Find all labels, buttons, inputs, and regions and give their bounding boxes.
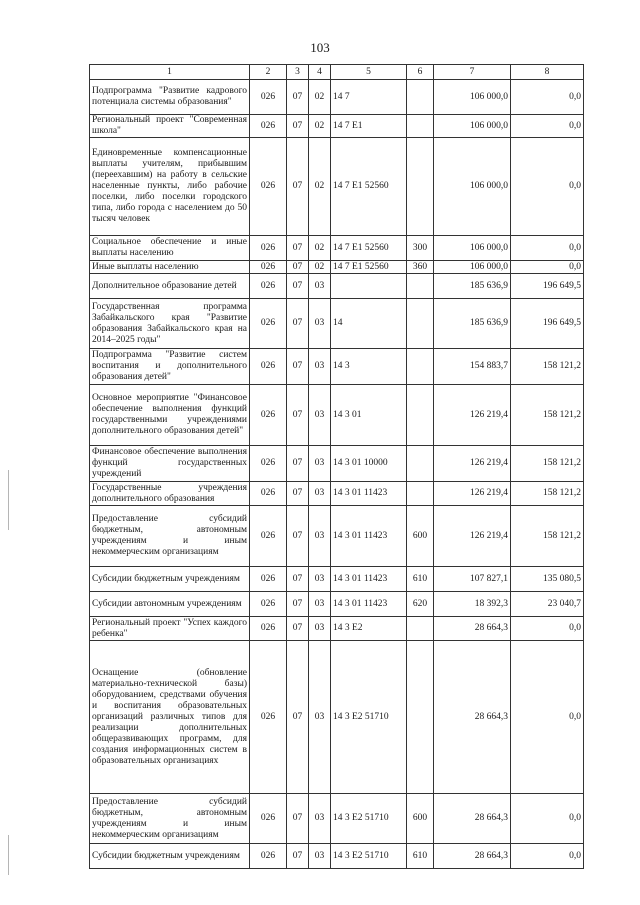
row-subsection-cell: 03 (309, 617, 331, 641)
row-section-cell: 07 (287, 641, 309, 794)
row-code-cell: 026 (250, 349, 287, 385)
row-name-cell: Финансовое обеспечение выполнения функций государственных учреждений (90, 446, 250, 482)
row-expense-type-cell (407, 641, 434, 794)
row-expense-type-cell (407, 115, 434, 138)
column-header: 6 (407, 65, 434, 80)
row-amount-cell: 106 000,0 (434, 80, 511, 115)
row-amount-cell: 126 219,4 (434, 385, 511, 446)
row-name-cell: Подпрограмма "Развитие кадрового потенциала системы образования" (90, 80, 250, 115)
row-target-article-cell: 14 3 (331, 349, 407, 385)
row-amount-next-cell: 158 121,2 (511, 385, 584, 446)
row-code-cell: 026 (250, 592, 287, 617)
row-amount-next-cell: 158 121,2 (511, 506, 584, 567)
column-header: 5 (331, 65, 407, 80)
row-subsection-cell: 02 (309, 236, 331, 261)
row-name-cell: Субсидии бюджетным учреждениям (90, 844, 250, 869)
row-expense-type-cell: 300 (407, 236, 434, 261)
row-amount-cell: 18 392,3 (434, 592, 511, 617)
row-amount-next-cell: 0,0 (511, 236, 584, 261)
row-amount-cell: 154 883,7 (434, 349, 511, 385)
row-target-article-cell: 14 3 01 10000 (331, 446, 407, 482)
row-subsection-cell: 03 (309, 274, 331, 299)
row-name-cell: Социальное обеспечение и иные выплаты населению (90, 236, 250, 261)
row-name-cell: Дополнительное образование детей (90, 274, 250, 299)
row-code-cell: 026 (250, 274, 287, 299)
row-amount-next-cell: 0,0 (511, 80, 584, 115)
row-subsection-cell: 02 (309, 138, 331, 236)
row-section-cell: 07 (287, 349, 309, 385)
row-expense-type-cell: 620 (407, 592, 434, 617)
row-target-article-cell: 14 (331, 299, 407, 349)
row-target-article-cell: 14 3 E2 51710 (331, 794, 407, 844)
row-section-cell: 07 (287, 274, 309, 299)
row-amount-cell: 126 219,4 (434, 482, 511, 506)
scan-edge-mark (8, 470, 17, 530)
row-amount-next-cell: 158 121,2 (511, 349, 584, 385)
row-code-cell: 026 (250, 506, 287, 567)
table-row (90, 446, 584, 482)
row-subsection-cell: 03 (309, 592, 331, 617)
row-subsection-cell: 03 (309, 482, 331, 506)
table-row (90, 592, 584, 617)
table-row (90, 794, 584, 844)
row-amount-next-cell: 23 040,7 (511, 592, 584, 617)
column-header: 4 (309, 65, 331, 80)
row-subsection-cell: 03 (309, 567, 331, 592)
row-expense-type-cell (407, 482, 434, 506)
row-section-cell: 07 (287, 115, 309, 138)
row-section-cell: 07 (287, 506, 309, 567)
row-subsection-cell: 03 (309, 299, 331, 349)
row-name-cell: Предоставление субсидий бюджетным, автономным учреждениям и иным некоммерческим организациям (90, 506, 250, 567)
row-section-cell: 07 (287, 138, 309, 236)
column-header: 8 (511, 65, 584, 80)
row-expense-type-cell (407, 138, 434, 236)
row-section-cell: 07 (287, 617, 309, 641)
row-amount-next-cell: 0,0 (511, 617, 584, 641)
row-subsection-cell: 03 (309, 844, 331, 869)
row-target-article-cell (331, 274, 407, 299)
row-name-cell: Предоставление субсидий бюджетным, автономным учреждениям и иным некоммерческим организациям (90, 794, 250, 844)
table-row (90, 138, 584, 236)
row-name-cell: Оснащение (обновление материально-технической базы) оборудованием, средствами обучения и воспитания образовательных организаций различных типов для реализации дополнительных общеразвивающих программ, для создания информационных систем в образовательных организациях (90, 641, 250, 794)
table-row (90, 385, 584, 446)
row-amount-cell: 106 000,0 (434, 138, 511, 236)
row-amount-next-cell: 0,0 (511, 115, 584, 138)
column-header: 7 (434, 65, 511, 80)
row-subsection-cell: 03 (309, 794, 331, 844)
row-code-cell: 026 (250, 844, 287, 869)
row-subsection-cell: 02 (309, 80, 331, 115)
row-code-cell: 026 (250, 446, 287, 482)
row-amount-cell: 185 636,9 (434, 299, 511, 349)
row-expense-type-cell: 360 (407, 261, 434, 274)
row-amount-next-cell: 0,0 (511, 261, 584, 274)
row-expense-type-cell (407, 385, 434, 446)
row-section-cell: 07 (287, 80, 309, 115)
column-header: 3 (287, 65, 309, 80)
row-code-cell: 026 (250, 617, 287, 641)
row-expense-type-cell (407, 617, 434, 641)
row-expense-type-cell (407, 349, 434, 385)
row-code-cell: 026 (250, 299, 287, 349)
row-section-cell: 07 (287, 385, 309, 446)
row-expense-type-cell: 610 (407, 567, 434, 592)
row-name-cell: Основное мероприятие "Финансовое обеспечение выполнения функций государственными учреждениями дополнительного образования детей" (90, 385, 250, 446)
row-name-cell: Иные выплаты населению (90, 261, 250, 274)
row-target-article-cell: 14 3 01 11423 (331, 506, 407, 567)
table-row (90, 617, 584, 641)
row-name-cell: Субсидии бюджетным учреждениям (90, 567, 250, 592)
row-amount-cell: 28 664,3 (434, 844, 511, 869)
row-code-cell: 026 (250, 482, 287, 506)
row-name-cell: Государственная программа Забайкальского края "Развитие образования Забайкальского края на 2014–2025 годы" (90, 299, 250, 349)
row-target-article-cell: 14 7 E1 52560 (331, 236, 407, 261)
table-row (90, 236, 584, 261)
row-expense-type-cell: 600 (407, 794, 434, 844)
table-row (90, 844, 584, 869)
row-subsection-cell: 03 (309, 446, 331, 482)
budget-table (89, 64, 584, 869)
row-target-article-cell: 14 7 E1 52560 (331, 261, 407, 274)
row-amount-cell: 126 219,4 (434, 446, 511, 482)
row-amount-cell: 28 664,3 (434, 641, 511, 794)
row-target-article-cell: 14 7 E1 (331, 115, 407, 138)
row-target-article-cell: 14 3 E2 (331, 617, 407, 641)
row-section-cell: 07 (287, 844, 309, 869)
row-code-cell: 026 (250, 794, 287, 844)
row-amount-cell: 106 000,0 (434, 115, 511, 138)
row-name-cell: Единовременные компенсационные выплаты учителям, прибывшим (переехавшим) на работу в сельские населенные пункты, либо рабочие поселки, либо поселки городского типа, либо города с населением до 50 тысяч человек (90, 138, 250, 236)
row-expense-type-cell (407, 80, 434, 115)
row-target-article-cell: 14 7 (331, 80, 407, 115)
table-row (90, 506, 584, 567)
row-expense-type-cell (407, 299, 434, 349)
row-subsection-cell: 02 (309, 115, 331, 138)
row-amount-next-cell: 196 649,5 (511, 274, 584, 299)
row-code-cell: 026 (250, 261, 287, 274)
row-code-cell: 026 (250, 641, 287, 794)
page-number: 103 (310, 40, 330, 55)
table-row (90, 482, 584, 506)
row-amount-cell: 106 000,0 (434, 261, 511, 274)
table-row (90, 641, 584, 794)
row-expense-type-cell: 600 (407, 506, 434, 567)
row-code-cell: 026 (250, 385, 287, 446)
row-section-cell: 07 (287, 261, 309, 274)
row-amount-cell: 107 827,1 (434, 567, 511, 592)
row-amount-cell: 185 636,9 (434, 274, 511, 299)
row-section-cell: 07 (287, 299, 309, 349)
row-target-article-cell: 14 3 01 11423 (331, 482, 407, 506)
table-body (90, 80, 584, 869)
row-expense-type-cell (407, 446, 434, 482)
row-target-article-cell: 14 3 E2 51710 (331, 844, 407, 869)
row-name-cell: Региональный проект "Современная школа" (90, 115, 250, 138)
column-header: 1 (90, 65, 250, 80)
row-amount-cell: 28 664,3 (434, 794, 511, 844)
row-code-cell: 026 (250, 567, 287, 592)
row-target-article-cell: 14 3 01 11423 (331, 592, 407, 617)
row-amount-cell: 126 219,4 (434, 506, 511, 567)
row-section-cell: 07 (287, 482, 309, 506)
scan-edge-mark (8, 835, 17, 875)
row-name-cell: Государственные учреждения дополнительного образования (90, 482, 250, 506)
row-target-article-cell: 14 3 E2 51710 (331, 641, 407, 794)
row-expense-type-cell (407, 274, 434, 299)
row-section-cell: 07 (287, 794, 309, 844)
row-target-article-cell: 14 7 E1 52560 (331, 138, 407, 236)
row-amount-next-cell: 0,0 (511, 138, 584, 236)
row-section-cell: 07 (287, 236, 309, 261)
table-row (90, 274, 584, 299)
row-name-cell: Подпрограмма "Развитие систем воспитания и дополнительного образования детей" (90, 349, 250, 385)
row-expense-type-cell: 610 (407, 844, 434, 869)
row-amount-next-cell: 135 080,5 (511, 567, 584, 592)
row-amount-next-cell: 196 649,5 (511, 299, 584, 349)
row-section-cell: 07 (287, 592, 309, 617)
row-code-cell: 026 (250, 138, 287, 236)
row-amount-next-cell: 158 121,2 (511, 446, 584, 482)
row-code-cell: 026 (250, 115, 287, 138)
row-subsection-cell: 03 (309, 641, 331, 794)
row-amount-cell: 106 000,0 (434, 236, 511, 261)
row-amount-next-cell: 0,0 (511, 794, 584, 844)
row-code-cell: 026 (250, 236, 287, 261)
row-name-cell: Региональный проект "Успех каждого ребенка" (90, 617, 250, 641)
row-amount-cell: 28 664,3 (434, 617, 511, 641)
table-row (90, 80, 584, 115)
table-row (90, 349, 584, 385)
row-subsection-cell: 02 (309, 261, 331, 274)
row-subsection-cell: 03 (309, 506, 331, 567)
table-row (90, 299, 584, 349)
row-subsection-cell: 03 (309, 385, 331, 446)
table-row (90, 567, 584, 592)
table-row (90, 261, 584, 274)
column-header: 2 (250, 65, 287, 80)
row-target-article-cell: 14 3 01 11423 (331, 567, 407, 592)
row-section-cell: 07 (287, 567, 309, 592)
row-amount-next-cell: 0,0 (511, 844, 584, 869)
table-row (90, 115, 584, 138)
header-row (90, 65, 584, 80)
row-target-article-cell: 14 3 01 (331, 385, 407, 446)
row-amount-next-cell: 158 121,2 (511, 482, 584, 506)
row-subsection-cell: 03 (309, 349, 331, 385)
row-name-cell: Субсидии автономным учреждениям (90, 592, 250, 617)
row-amount-next-cell: 0,0 (511, 641, 584, 794)
row-code-cell: 026 (250, 80, 287, 115)
row-section-cell: 07 (287, 446, 309, 482)
